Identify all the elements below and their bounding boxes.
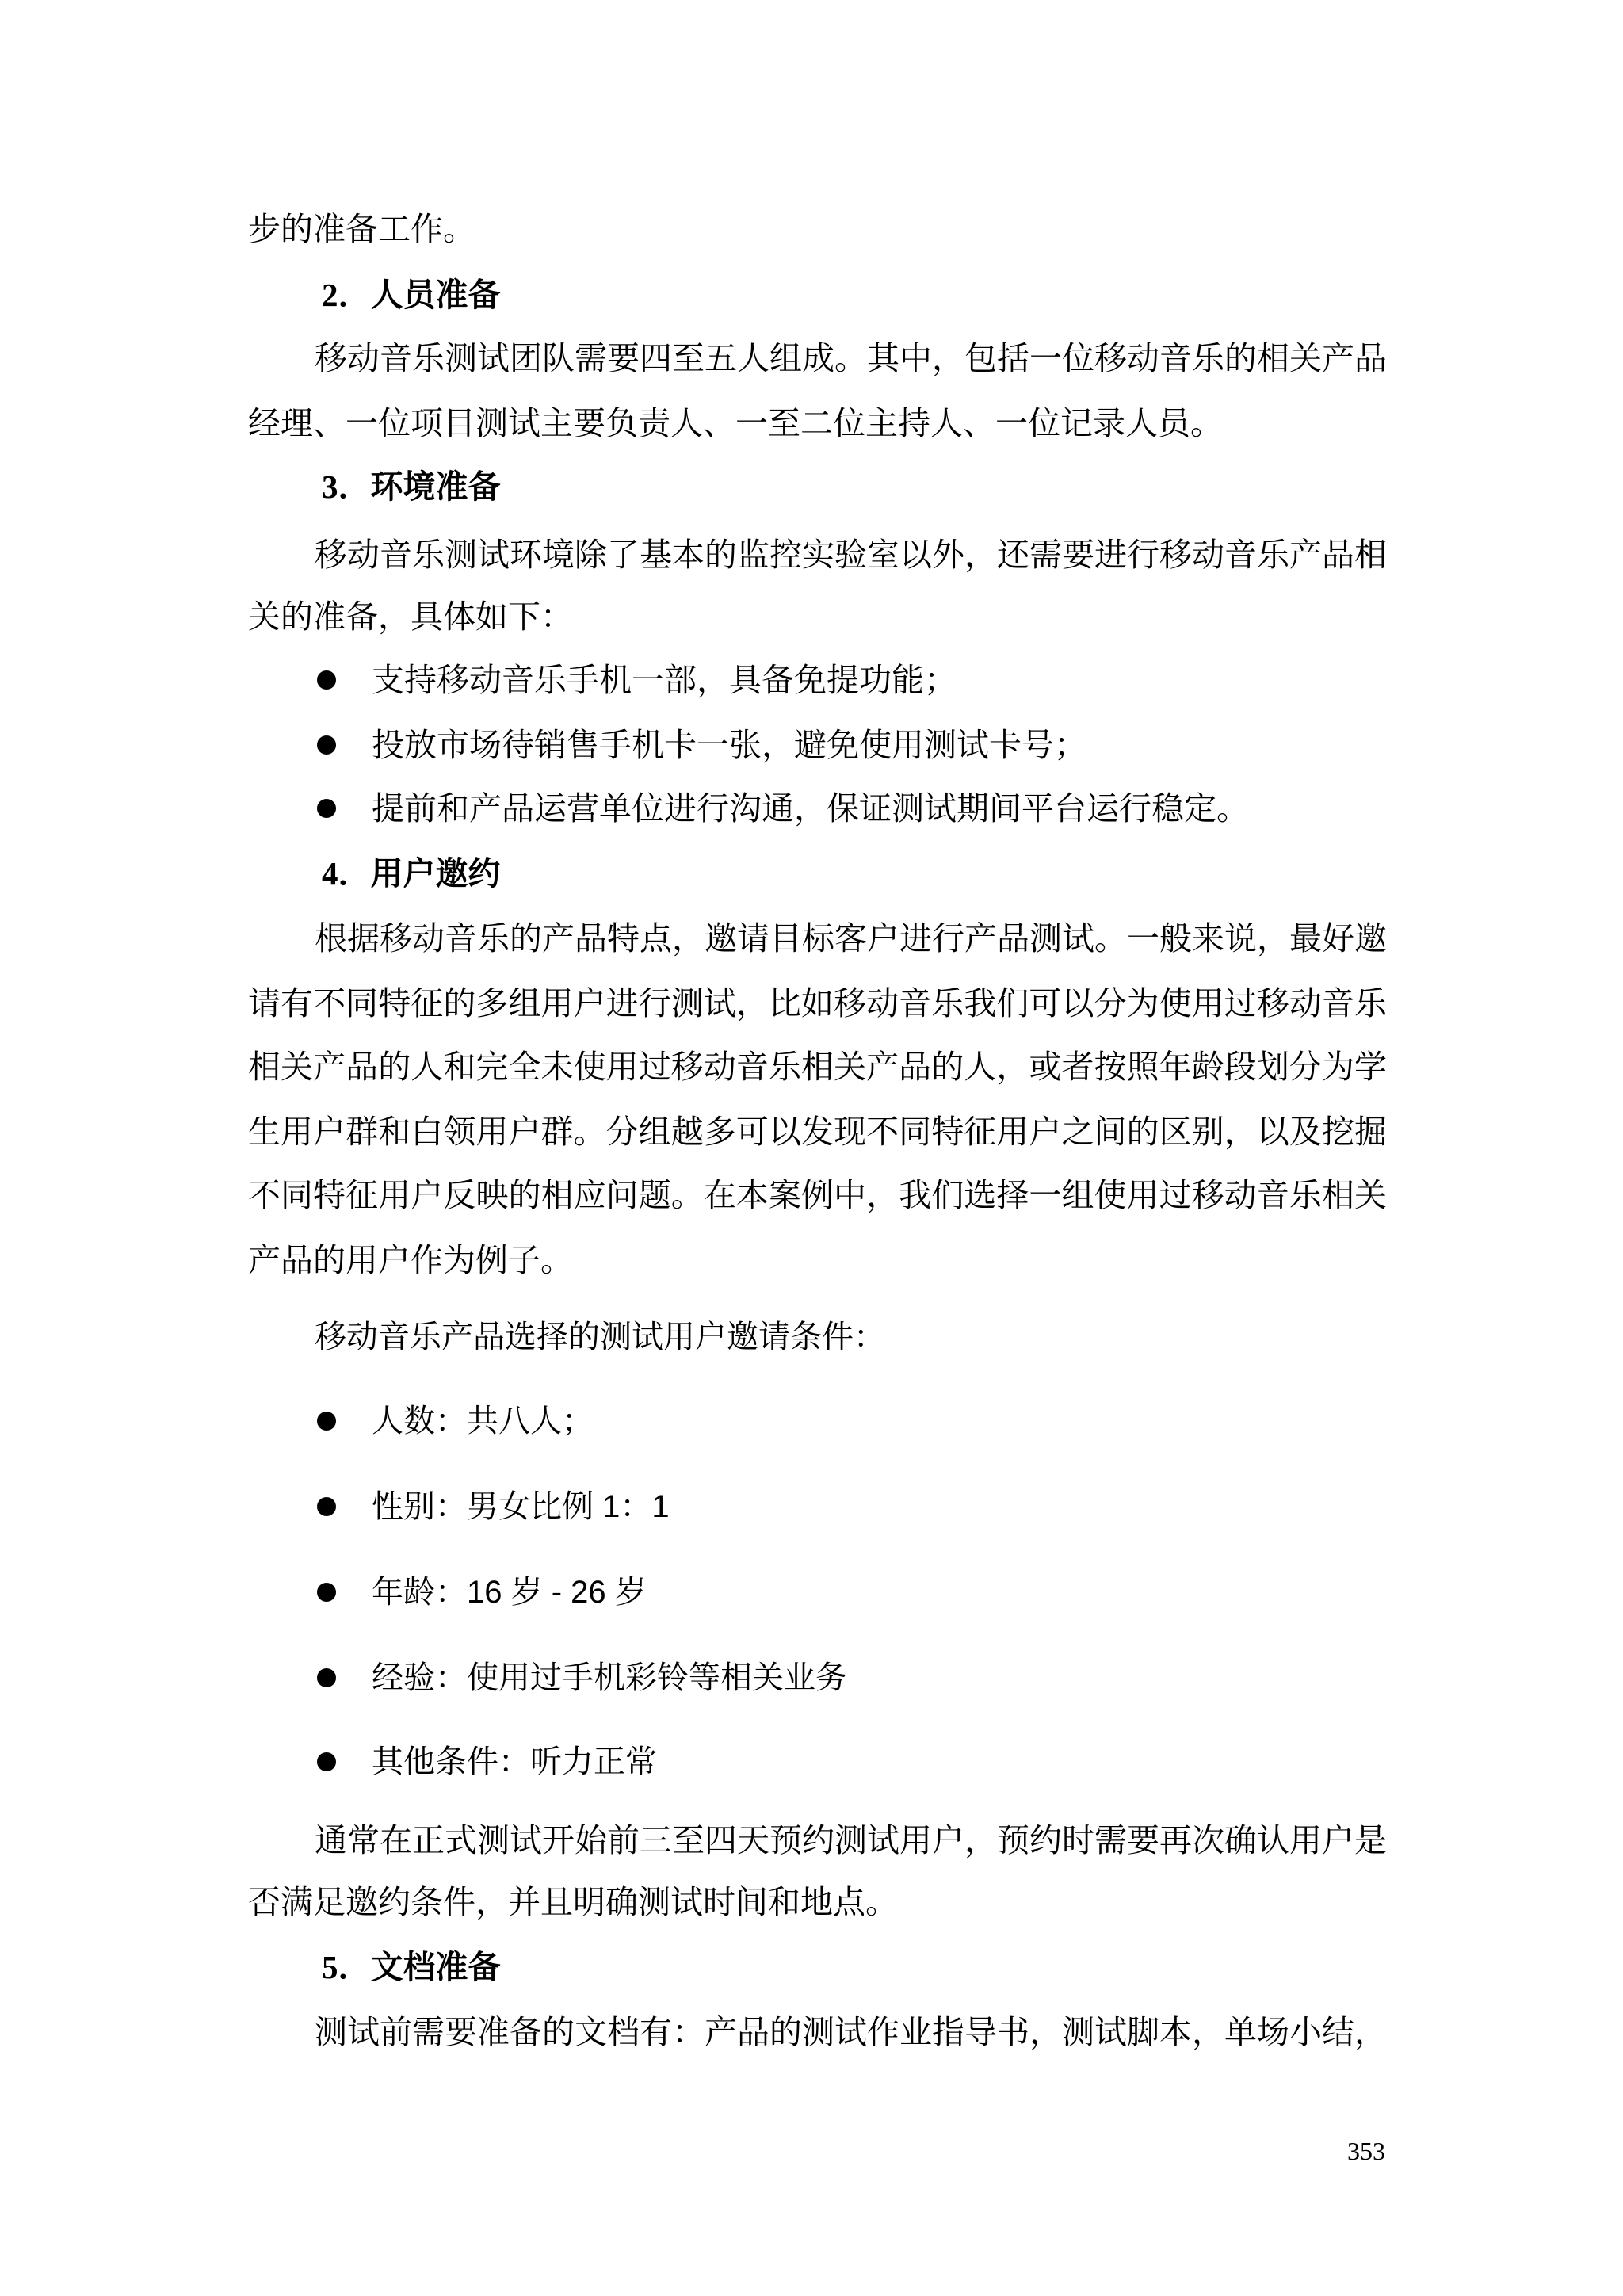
paragraph-line: 请有不同特征的多组用户进行测试，比如移动音乐我们可以分为使用过移动音乐 bbox=[248, 985, 1387, 1022]
criteria-item: 其他条件：听力正常 bbox=[372, 1744, 657, 1779]
paragraph-line: 通常在正式测试开始前三至四天预约测试用户，预约时需要再次确认用户是 bbox=[315, 1822, 1387, 1859]
criteria-item: 人数：共八人； bbox=[372, 1404, 594, 1438]
section-heading-documents: 5．文档准备 bbox=[322, 1949, 501, 1985]
paragraph-line: 关的准备，具体如下： bbox=[248, 598, 573, 635]
paragraph-line: 不同特征用户反映的相应问题。在本案例中，我们选择一组使用过移动音乐相关 bbox=[248, 1177, 1387, 1213]
bullet-icon bbox=[317, 1497, 336, 1516]
criteria-heading: 移动音乐产品选择的测试用户邀请条件： bbox=[315, 1320, 885, 1354]
bullet-icon bbox=[317, 1752, 336, 1771]
paragraph-line: 经理、一位项目测试主要负责人、一至二位主持人、一位记录人员。 bbox=[248, 405, 1223, 441]
bullet-icon bbox=[317, 1583, 336, 1602]
paragraph-line: 生用户群和白领用户群。分组越多可以发现不同特征用户之间的区别，以及挖掘 bbox=[248, 1114, 1387, 1150]
list-item: 提前和产品运营单位进行沟通，保证测试期间平台运行稳定。 bbox=[372, 790, 1249, 827]
paragraph-line: 根据移动音乐的产品特点，邀请目标客户进行产品测试。一般来说，最好邀 bbox=[315, 920, 1387, 957]
paragraph-line: 产品的用户作为例子。 bbox=[248, 1242, 573, 1278]
list-item: 投放市场待销售手机卡一张，避免使用测试卡号； bbox=[372, 727, 1086, 763]
bullet-icon bbox=[317, 670, 336, 690]
bullet-icon bbox=[317, 799, 336, 818]
section-heading-user-invitation: 4．用户邀约 bbox=[322, 855, 501, 892]
criteria-item: 经验：使用过手机彩铃等相关业务 bbox=[372, 1660, 847, 1695]
criteria-item: 年龄：16 岁 - 26 岁 bbox=[372, 1575, 647, 1610]
paragraph-line: 测试前需要准备的文档有：产品的测试作业指导书，测试脚本，单场小结， bbox=[315, 2014, 1387, 2050]
paragraph-line: 移动音乐测试环境除了基本的监控实验室以外，还需要进行移动音乐产品相 bbox=[315, 537, 1387, 573]
criteria-item: 性别：男女比例 1：1 bbox=[372, 1489, 670, 1524]
paragraph-line: 步的准备工作。 bbox=[248, 211, 475, 247]
page-number: 353 bbox=[1347, 2137, 1385, 2165]
bullet-icon bbox=[317, 1668, 336, 1687]
bullet-icon bbox=[317, 1412, 336, 1431]
section-heading-personnel: 2．人员准备 bbox=[322, 277, 501, 313]
paragraph-line: 移动音乐测试团队需要四至五人组成。其中，包括一位移动音乐的相关产品 bbox=[315, 340, 1387, 376]
section-heading-environment: 3．环境准备 bbox=[322, 468, 501, 505]
paragraph-line: 否满足邀约条件，并且明确测试时间和地点。 bbox=[248, 1884, 898, 1920]
bullet-icon bbox=[317, 735, 336, 755]
paragraph-line: 相关产品的人和完全未使用过移动音乐相关产品的人，或者按照年龄段划分为学 bbox=[248, 1049, 1387, 1085]
list-item: 支持移动音乐手机一部，具备免提功能； bbox=[372, 662, 957, 698]
